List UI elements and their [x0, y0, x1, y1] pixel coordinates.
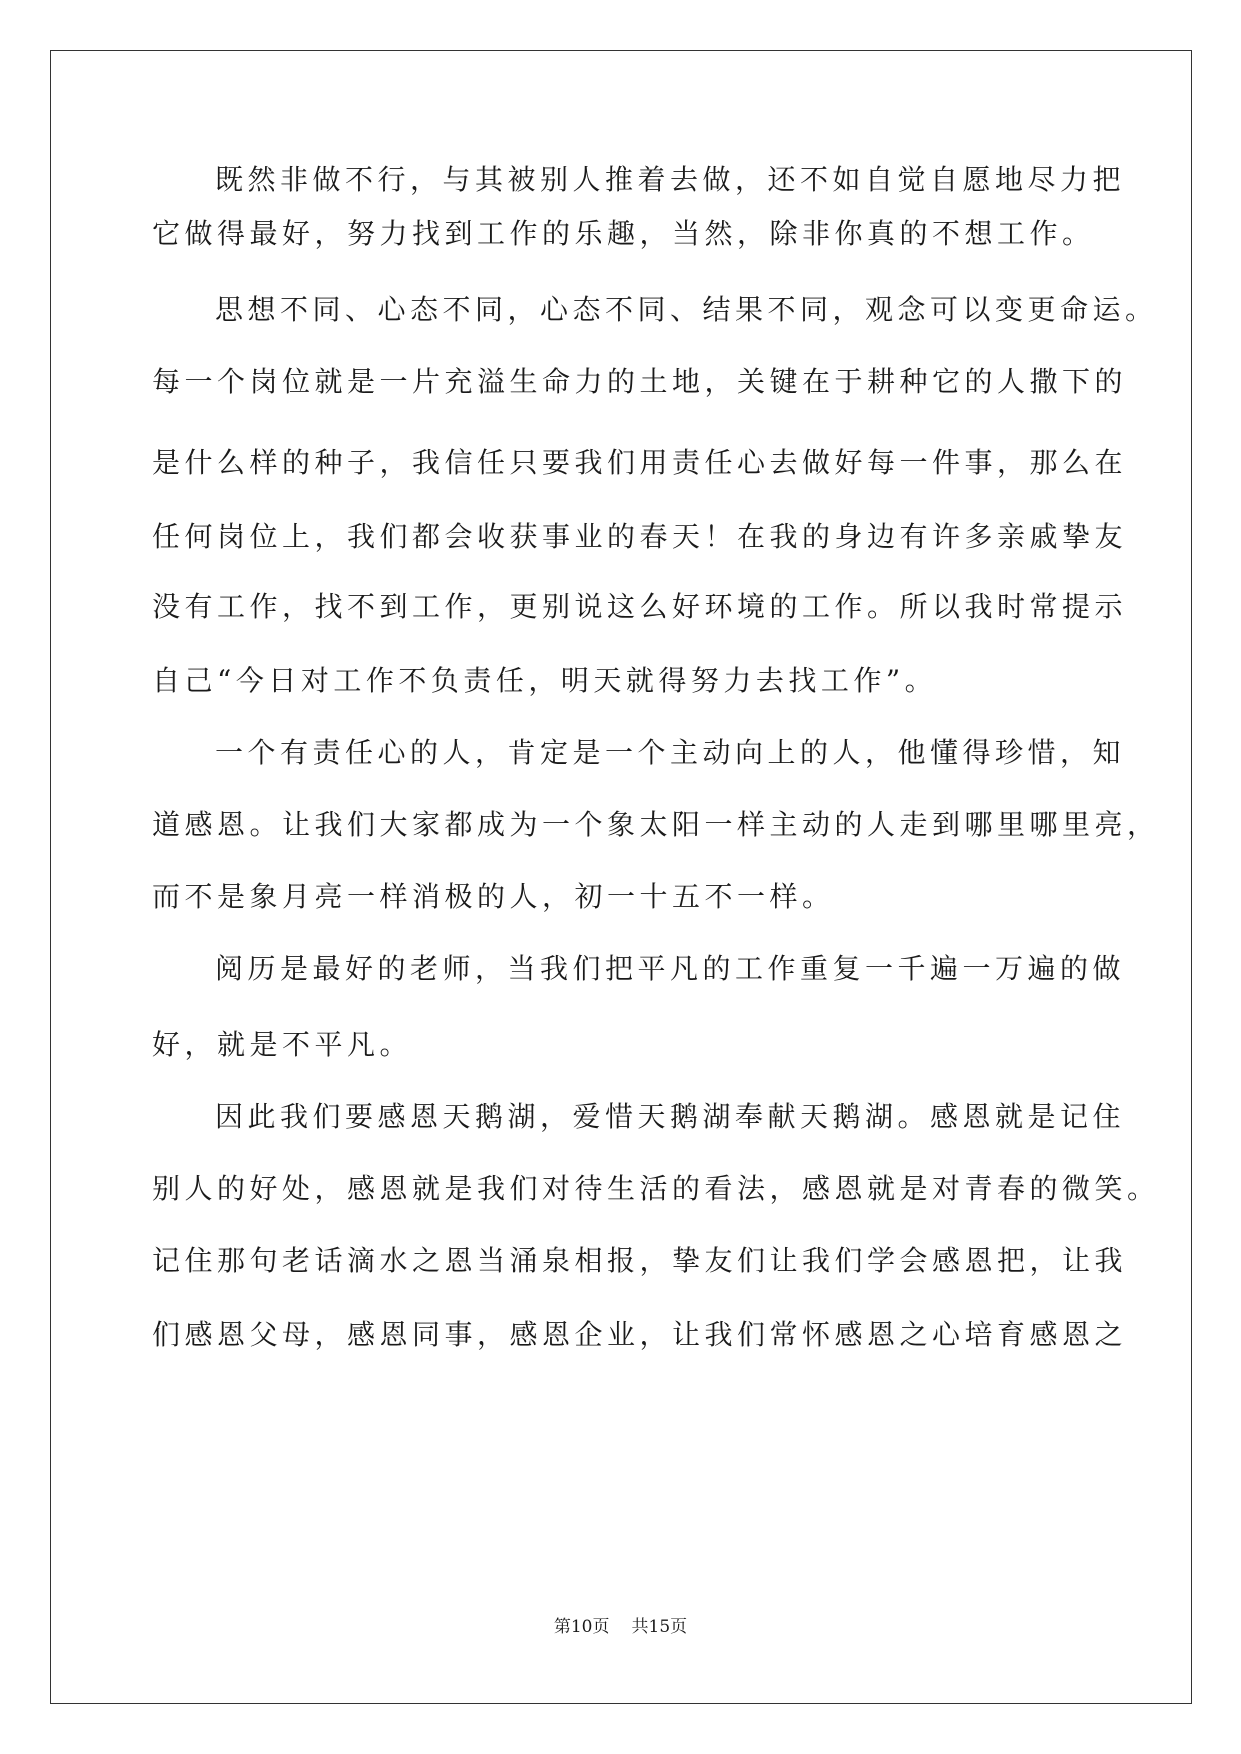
paragraph-5-line-4: 们感恩父母，感恩同事，感恩企业，让我们常怀感恩之心培育感恩之: [152, 1318, 1128, 1351]
paragraph-2-line-5: 没有工作，找不到工作，更别说这么好环境的工作。所以我时常提示: [152, 590, 1128, 623]
paragraph-2-line-2: 每一个岗位就是一片充溢生命力的土地，关键在于耕种它的人撒下的: [152, 365, 1128, 398]
paragraph-3-line-1: 一个有责任心的人，肯定是一个主动向上的人，他懂得珍惜，知: [215, 736, 1126, 769]
paragraph-4-line-1: 阅历是最好的老师，当我们把平凡的工作重复一千遍一万遍的做: [215, 952, 1126, 985]
paragraph-3-line-2: 道感恩。让我们大家都成为一个象太阳一样主动的人走到哪里哪里亮，: [152, 808, 1160, 841]
paragraph-2-line-4: 任何岗位上，我们都会收获事业的春天！在我的身边有许多亲戚挚友: [152, 520, 1128, 553]
paragraph-2-line-3: 是什么样的种子，我信任只要我们用责任心去做好每一件事，那么在: [152, 446, 1128, 479]
paragraph-5-line-3: 记住那句老话滴水之恩当涌泉相报，挚友们让我们学会感恩把，让我: [152, 1244, 1128, 1277]
paragraph-3-line-3: 而不是象月亮一样消极的人，初一十五不一样。: [152, 880, 835, 913]
page-number-total: 共15页: [631, 1617, 688, 1637]
paragraph-2-line-1: 思想不同、心态不同，心态不同、结果不同，观念可以变更命运。: [215, 293, 1158, 326]
paragraph-5-line-2: 别人的好处，感恩就是我们对待生活的看法，感恩就是对青春的微笑。: [152, 1172, 1160, 1205]
page-footer: [0, 1616, 1241, 1638]
page-number-current: 第10页: [553, 1617, 610, 1637]
paragraph-4-line-2: 好，就是不平凡。: [152, 1028, 413, 1061]
paragraph-2-line-6: 自己“今日对工作不负责任，明天就得努力去找工作”。: [152, 664, 938, 697]
paragraph-5-line-1: 因此我们要感恩天鹅湖，爱惜天鹅湖奉献天鹅湖。感恩就是记住: [215, 1100, 1126, 1133]
paragraph-1-line-2: 它做得最好，努力找到工作的乐趣，当然，除非你真的不想工作。: [152, 217, 1095, 250]
paragraph-1-line-1: 既然非做不行，与其被别人推着去做，还不如自觉自愿地尽力把: [215, 163, 1126, 196]
